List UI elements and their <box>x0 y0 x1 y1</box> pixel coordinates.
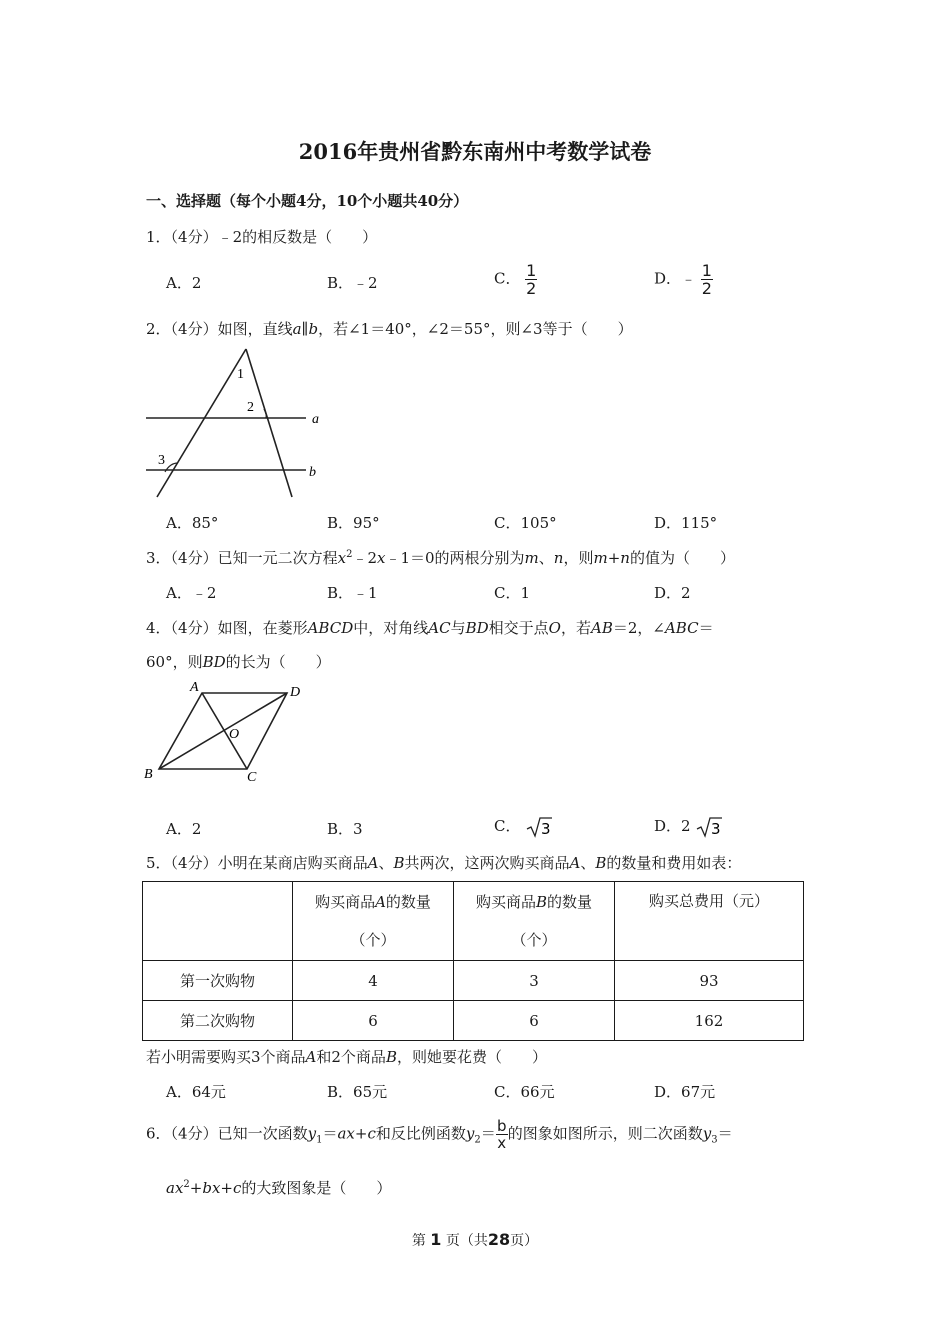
line-a-label: a <box>312 412 319 427</box>
vertex-b-label: B <box>144 767 153 782</box>
q1-option-b[interactable]: B．﹣2 <box>327 274 378 292</box>
current-page: 1 <box>430 1230 442 1249</box>
cell-qty-a: 4 <box>293 961 454 1001</box>
q2-option-a[interactable]: A．85° <box>166 514 219 532</box>
question-4-stem-line2: 60°，则BD的长为（ ） <box>146 653 331 671</box>
cell-total: 162 <box>615 1001 804 1041</box>
cell-total: 93 <box>615 961 804 1001</box>
q4-option-c[interactable]: C． 3 <box>494 815 553 838</box>
angle-2-arc <box>264 409 266 418</box>
header-qty-a: 购买商品A的数量 （个） <box>293 882 454 961</box>
svg-text:3: 3 <box>711 820 721 838</box>
q1-option-a[interactable]: A．2 <box>166 274 202 292</box>
angle-3-label: 3 <box>158 453 165 468</box>
total-pages: 28 <box>487 1230 511 1249</box>
cell-qty-b: 3 <box>454 961 615 1001</box>
row-label: 第二次购物 <box>143 1001 293 1041</box>
point-o-label: O <box>229 727 240 742</box>
q2-option-b[interactable]: B．95° <box>327 514 380 532</box>
transversal-right <box>246 349 292 497</box>
sqrt-3-symbol <box>525 816 553 838</box>
purchase-table <box>142 881 804 1041</box>
fraction-half: $\frac{1}{2}$ <box>701 261 712 298</box>
q3-option-c[interactable]: C．1 <box>494 584 531 602</box>
q5-option-a[interactable]: A．64元 <box>166 1083 226 1101</box>
q4-option-d[interactable]: D．2 3 <box>654 815 723 838</box>
table-row <box>143 961 804 1001</box>
q2-option-d[interactable]: D．115° <box>654 514 718 532</box>
page-title: 2016年贵州省黔东南州中考数学试卷 <box>298 139 652 164</box>
question-4-stem-line1: 4．（4分）如图，在菱形ABCD中，对角线AC与BD相交于点O，若AB＝2，∠ABC＝ <box>146 619 714 637</box>
table-row <box>143 1001 804 1041</box>
table-header-row <box>143 882 804 961</box>
transversal-left <box>157 349 246 497</box>
table-corner-cell <box>143 882 293 961</box>
q3-option-b[interactable]: B．﹣1 <box>327 584 378 602</box>
fraction-half: $\frac{1}{2}$ <box>526 261 537 298</box>
q1-option-c-label: C． <box>494 269 521 288</box>
q5-option-d[interactable]: D．67元 <box>654 1083 716 1101</box>
q5-option-b[interactable]: B．65元 <box>327 1083 388 1101</box>
question-5-stem: 5．（4分）小明在某商店购买商品A、B共两次，这两次购买商品A、B的数量和费用如表： <box>146 854 742 872</box>
question-3-stem: 3．（4分）已知一元二次方程$x^2﹣2x﹣1=0$的两根分别为m、n，则m+n的值为（ ） <box>146 549 735 567</box>
page-footer: 第 1 页（共28页） <box>411 1230 539 1249</box>
question-5-followup: 若小明需要购买3个商品A和2个商品B，则她要花费（ ） <box>146 1048 547 1066</box>
fraction-b-over-x: $\frac{b}{x}$ <box>496 1117 507 1152</box>
angle-2-label: 2 <box>247 400 254 415</box>
q2-option-c[interactable]: C．105° <box>494 514 557 532</box>
row-label: 第一次购物 <box>143 961 293 1001</box>
q4-option-a[interactable]: A．2 <box>166 820 202 838</box>
rhombus-figure <box>140 676 315 788</box>
angle-1-label: 1 <box>237 367 244 382</box>
vertex-c-label: C <box>247 770 257 785</box>
svg-text:3: 3 <box>541 820 551 838</box>
q3-option-a[interactable]: A．﹣2 <box>166 584 217 602</box>
section-heading: 一、选择题（每个小题4分，10个小题共40分） <box>146 192 469 210</box>
line-b-label: b <box>309 465 316 480</box>
header-qty-b: 购买商品B的数量 （个） <box>454 882 615 961</box>
vertex-a-label: A <box>190 680 199 695</box>
question-2-stem: 2．（4分）如图，直线a∥b，若∠1＝40°，∠2＝55°，则∠3等于（ ） <box>146 320 633 338</box>
vertex-d-label: D <box>290 685 301 700</box>
cell-qty-b: 6 <box>454 1001 615 1041</box>
question-1-stem: 1．（4分）﹣2的相反数是（ ） <box>146 228 378 246</box>
q4-option-b[interactable]: B．3 <box>327 820 363 838</box>
header-total-cost: 购买总费用（元） <box>615 882 804 961</box>
question-6-stem-line2: $ax^2+bx+c$的大致图象是（ ） <box>166 1179 392 1197</box>
q5-option-c[interactable]: C．66元 <box>494 1083 555 1101</box>
question-6-stem-line1: 6．（4分）已知一次函数$y_1=ax+c$和反比例函数$y_2=$ $\frac{b}{x}$ 的图象如图所示，则二次函数$y_3=$ <box>146 1117 733 1152</box>
parallel-lines-figure <box>140 345 330 500</box>
sqrt-3-symbol <box>695 816 723 838</box>
q1-option-d[interactable] <box>654 262 713 297</box>
q3-option-d[interactable]: D．2 <box>654 584 691 602</box>
cell-qty-a: 6 <box>293 1001 454 1041</box>
q1-option-d-label: D．﹣ <box>654 269 697 288</box>
q1-option-c[interactable] <box>494 262 537 297</box>
